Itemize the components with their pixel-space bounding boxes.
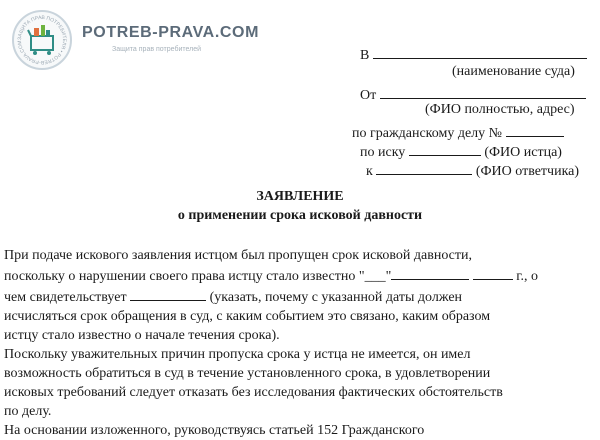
year-field: [473, 265, 513, 280]
case-line: [352, 122, 564, 142]
month-field: [391, 265, 469, 280]
body-line: истцу стало известно о начале течения срока).: [4, 328, 280, 343]
site-logo[interactable]: [12, 10, 262, 72]
body-line: исковых требований следует отказать без исследования фактических обстоятельств: [4, 385, 503, 400]
defendant-label: (ФИО ответчика): [475, 164, 580, 179]
evidence-note: (указать, почему с указанной даты должен: [209, 290, 463, 305]
known-date-text: поскольку о нарушении своего права истцу стало известно "___": [4, 269, 392, 284]
from-field: [380, 84, 586, 99]
brand-tagline: Защита прав потребителей: [112, 46, 202, 53]
body-line: Поскольку уважительных причин пропуска срока у истца не имеется, он имел: [4, 347, 471, 362]
court-line: [360, 44, 587, 64]
document-body: [4, 246, 598, 440]
shopping-basket-icon: [12, 10, 72, 70]
logo-ring-text: ЗАЩИТА ПРАВ ПОТРЕБИТЕЛЯ • POTREB-PRAVA.COM: [16, 14, 68, 66]
body-line: возможность обратиться в суд в течение установленного срока, в удовлетворении: [4, 366, 491, 381]
body-line: На основании изложенного, руководствуясь статьей 152 Гражданского: [4, 423, 425, 438]
body-line: [4, 265, 598, 286]
body-line: При подаче искового заявления истцом был пропущен срок исковой давности,: [4, 248, 472, 263]
plaintiff-label: (ФИО истца): [484, 145, 562, 160]
claim-label: по иску: [360, 145, 406, 160]
body-line: [4, 286, 598, 307]
document-title: ЗАЯВЛЕНИЕ: [256, 189, 344, 204]
defendant-field: [376, 160, 472, 175]
document-subtitle: о применении срока исковой давности: [177, 208, 423, 223]
case-label: по гражданскому делу №: [352, 126, 503, 141]
from-prefix: От: [360, 88, 377, 103]
from-line: [360, 84, 586, 104]
defendant-line: [366, 160, 579, 180]
to-label: к: [366, 164, 373, 179]
year-suffix: г., о: [516, 269, 538, 284]
body-line: исчисляться срок обращения в суд, с каким событием это связано, каким образом: [4, 309, 491, 324]
body-line: по делу.: [4, 404, 52, 419]
evidence-text: чем свидетельствует: [4, 290, 127, 305]
case-number-field: [506, 122, 564, 137]
evidence-field: [130, 286, 206, 301]
fio-address-label: (ФИО полностью, адрес): [425, 102, 575, 117]
court-label: (наименование суда): [452, 64, 575, 79]
court-prefix: В: [360, 48, 370, 63]
brand-name: POTREB-PRAVA.COM: [82, 24, 260, 41]
court-field: [373, 44, 587, 59]
claim-line: [360, 141, 562, 161]
plaintiff-field: [409, 141, 481, 156]
